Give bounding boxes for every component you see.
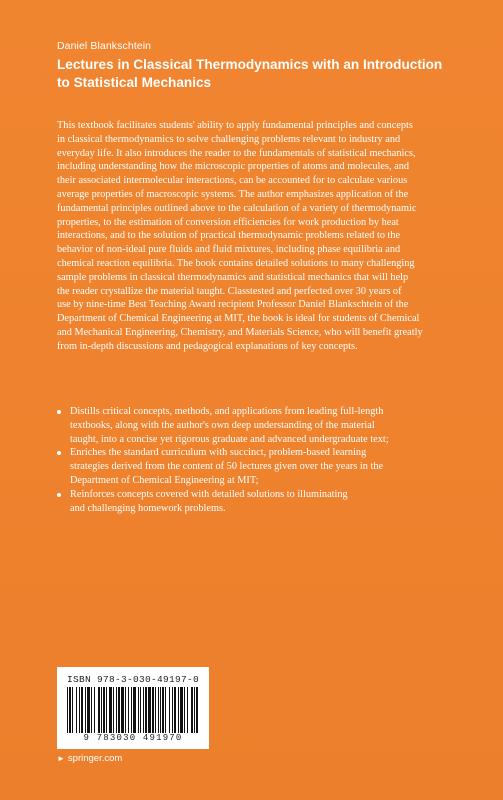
bullet-item — [57, 446, 467, 487]
arrow-right-icon: ► — [57, 754, 65, 763]
bullet-item — [57, 488, 467, 516]
bullet-dot-icon — [57, 410, 61, 414]
description-line: from in-depth discussions and pedagogical explanations of key concepts. — [57, 340, 358, 352]
book-description — [57, 119, 457, 354]
description-line: everyday life. It also introduces the reader to the fundamentals of statistical mechanics, — [57, 147, 416, 159]
barcode-bar — [174, 687, 176, 733]
barcode-bar — [87, 687, 90, 733]
bullet-dot-icon — [57, 451, 61, 455]
barcode-bar — [133, 687, 136, 733]
barcode-bar — [162, 687, 164, 733]
barcode-bar — [94, 687, 95, 733]
description-line: sample problems in classical thermodynamics and statistical mechanics that will help — [57, 271, 409, 283]
website-label: springer.com — [67, 753, 123, 764]
barcode-bar — [178, 687, 179, 733]
bullet-line: textbooks, along with the author's own deep understanding of the material — [70, 419, 375, 431]
barcode-bar — [109, 687, 112, 733]
description-line: chemical reaction equilibria. The book contains detailed solutions to many challenging — [57, 257, 415, 269]
barcode-bar — [91, 687, 92, 733]
barcode-bar — [121, 687, 124, 733]
barcode-bar — [160, 687, 161, 733]
barcode-bar — [101, 687, 102, 733]
bullet-line: strategies derived from the content of 50 lectures given over the years in the — [70, 461, 384, 473]
barcode-bar — [143, 687, 144, 733]
bullet-line: Enriches the standard curriculum with succinct, problem-based learning — [70, 447, 367, 459]
barcode-bar — [131, 687, 132, 733]
bullet-item — [57, 405, 467, 446]
barcode-bar — [184, 687, 185, 733]
barcode-bar — [106, 687, 107, 733]
barcode-bar — [169, 687, 170, 733]
barcode-bar — [196, 687, 198, 733]
barcode-bars-icon — [67, 687, 199, 733]
description-line: fundamental principles outlined above to the calculation of a variety of thermodynamic — [57, 202, 417, 214]
feature-bullet-list — [57, 405, 467, 515]
description-line: This textbook facilitates students' ability to apply fundamental principles and concepts — [57, 120, 413, 131]
bullet-line: Reinforces concepts covered with detailed solutions to illuminating — [70, 488, 348, 500]
barcode-bar — [113, 687, 114, 733]
barcode-bar — [98, 687, 100, 733]
author-name: Daniel Blankschtein — [57, 40, 152, 52]
barcode-bar — [118, 687, 120, 733]
title-line: Lectures in Classical Thermodynamics with an Introduction — [57, 57, 443, 72]
barcode-bar — [172, 687, 173, 733]
barcode-bar — [155, 687, 156, 733]
isbn-label: ISBN 978-3-030-49197-0 — [66, 674, 200, 685]
barcode-bar — [128, 687, 129, 733]
barcode-bar — [67, 687, 68, 733]
barcode-bar — [158, 687, 159, 733]
description-line: behavior of non-ideal pure fluids and fluid mixtures, including phase equilibria and — [57, 244, 401, 256]
barcode-bar — [103, 687, 105, 733]
bullet-line: taught, into a concise yet rigorous graduate and advanced undergraduate text; — [70, 433, 389, 445]
title-line: to Statistical Mechanics — [57, 74, 212, 90]
publisher-website — [57, 753, 122, 764]
description-line: including understanding how the microscopic properties of atoms and molecules, and — [57, 161, 410, 173]
barcode-bar — [69, 687, 71, 733]
description-line: use by nine-time Best Teaching Award recipient Professor Daniel Blankschtein of the — [57, 299, 409, 311]
barcode-bar — [152, 687, 154, 733]
barcode-bar — [76, 687, 77, 733]
book-title — [57, 56, 457, 91]
barcode-bar — [194, 687, 195, 733]
description-line: and Mechanical Engineering, Chemistry, and Materials Science, who will benefit greatly — [57, 326, 423, 338]
description-line: their associated intermolecular interactions, can be accounted for to calculate various — [57, 175, 408, 187]
barcode-bar — [72, 687, 73, 733]
barcode-bar — [187, 687, 188, 733]
barcode-bar — [138, 687, 139, 733]
barcode-bar — [180, 687, 183, 733]
barcode-bar — [85, 687, 86, 733]
bullet-line: Distills critical concepts, methods, and applications from leading full-length — [70, 406, 384, 417]
description-line: the reader crystallize the material taught. Classtested and perfected over 30 years of — [57, 285, 402, 297]
barcode-bar — [81, 687, 83, 733]
barcode-bar — [148, 687, 151, 733]
description-line: average properties of macroscopic systems. The author emphasizes application of the — [57, 188, 409, 200]
description-line: in classical thermodynamics to solve challenging problems relevant to industry and — [57, 133, 401, 145]
barcode-bar — [140, 687, 141, 733]
barcode-digits: 9 783030 491970 — [83, 733, 183, 743]
barcode-bar — [165, 687, 166, 733]
barcode-bar — [125, 687, 126, 733]
isbn-barcode — [57, 667, 209, 749]
description-line: interactions, and to the solution of practical thermodynamic problems related to the — [57, 230, 401, 242]
bullet-dot-icon — [57, 493, 61, 497]
bullet-line: and challenging homework problems. — [70, 502, 226, 514]
barcode-bar — [191, 687, 193, 733]
description-line: properties, to the estimation of conversion efficiencies for work production by heat — [57, 216, 399, 228]
barcode-bar — [145, 687, 147, 733]
bullet-line: Department of Chemical Engineering at MIT; — [70, 474, 259, 486]
barcode-bar — [79, 687, 80, 733]
barcode-bar — [116, 687, 117, 733]
description-line: Department of Chemical Engineering at MIT, the book is ideal for students of Chemical — [57, 313, 420, 325]
